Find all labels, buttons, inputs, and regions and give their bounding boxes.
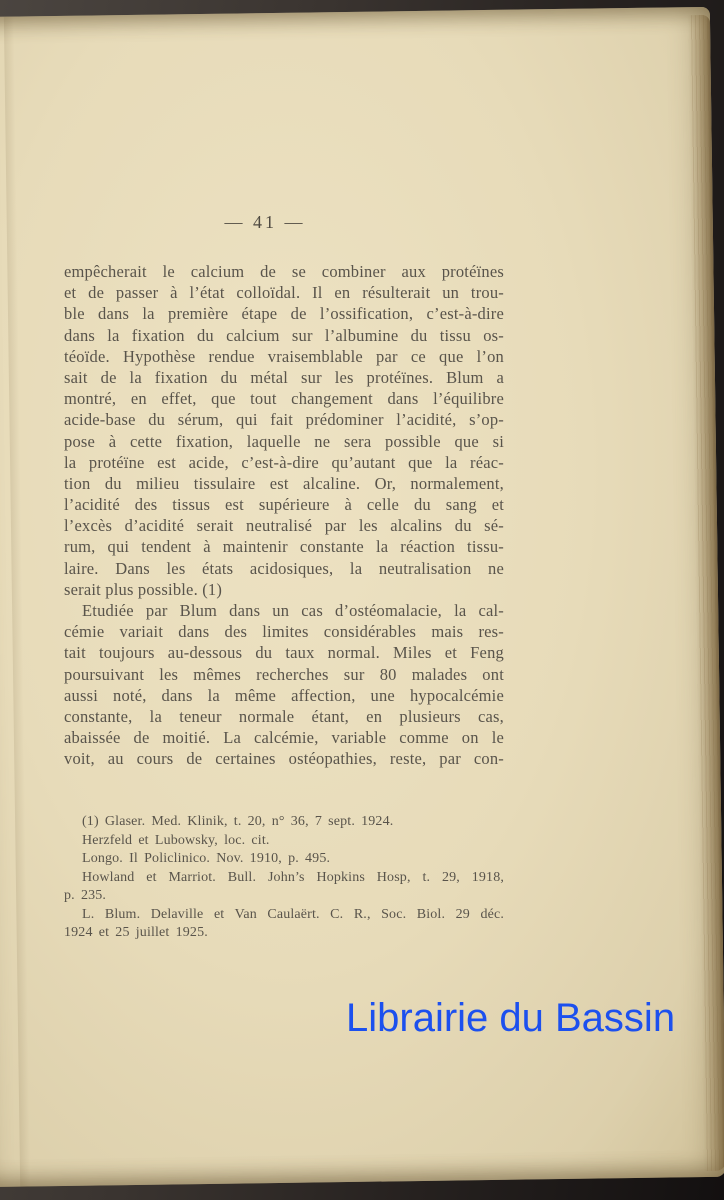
text-line: voit, au cours de certaines ostéopathies, reste, par con- — [64, 749, 504, 769]
text-line: tion du milieu tissulaire est alcaline. Or, normalement, — [64, 473, 504, 493]
text-line: Etudiée par Blum dans un cas d’ostéomalacie, la cal- — [82, 601, 504, 620]
text-line: sait de la fixation du métal sur les protéïnes. Blum a — [64, 367, 504, 387]
text-line: rum, qui tendent à maintenir constante la réaction tissu- — [64, 537, 504, 557]
text-line: dans la fixation du calcium sur l’albumine du tissu os- — [64, 325, 504, 345]
text-line: Longo. Il Policlinico. Nov. 1910, p. 495. — [82, 851, 331, 866]
text-line: abaissée de moitié. La calcémie, variable comme on le — [64, 728, 504, 748]
text-line: constante, la teneur normale étant, en plusieurs cas, — [64, 706, 504, 726]
text-line: empêcherait le calcium de se combiner aux protéïnes — [64, 262, 504, 281]
footnotes — [64, 813, 504, 943]
page-number: — 41 — — [224, 212, 306, 232]
text-line: ble dans la première étape de l’ossification, c’est-à-dire — [64, 304, 504, 324]
text-line: téoïde. Hypothèse rendue vraisemblable par ce que l’on — [64, 346, 504, 366]
text-line: l’excès d’acidité serait neutralisé par les alcalins du sé- — [64, 516, 504, 536]
text-line: pose à cette fixation, laquelle ne sera possible que si — [64, 431, 504, 451]
main-text — [64, 261, 504, 770]
text-line: Howland et Marriot. Bull. John’s Hopkins Hosp, t. 29, 1918, — [82, 869, 504, 885]
text-line: tait toujours au-dessous du taux normal. Miles et Feng — [64, 643, 504, 663]
text-line: 1924 et 25 juillet 1925. — [64, 925, 208, 940]
watermark: Librairie du Bassin — [346, 996, 676, 1040]
text-line: Herzfeld et Lubowsky, loc. cit. — [82, 832, 270, 848]
text-line: et de passer à l’état colloïdal. Il en résulterait un trou- — [64, 283, 504, 303]
text-line: laire. Dans les états acidosiques, la neutralisation ne — [64, 558, 504, 578]
text-line: aussi noté, dans la même affection, une hypocalcémie — [64, 685, 504, 705]
text-line: l’acidité des tissus est supérieure à celle du sang et — [64, 495, 504, 515]
text-line: acide-base du sérum, qui fait prédominer l’acidité, s’op- — [64, 410, 504, 430]
text-line: serait plus possible. (1) — [64, 579, 223, 599]
text-line: poursuivant les mêmes recherches sur 80 malades ont — [64, 664, 504, 684]
text-line: montré, en effet, que tout changement dans l’équilibre — [64, 389, 504, 409]
text-line: p. 235. — [64, 888, 107, 903]
text-line: cémie variait dans des limites considérables mais res- — [64, 622, 504, 642]
text-line: L. Blum. Delaville et Van Caulaërt. C. R., Soc. Biol. 29 déc. — [82, 906, 504, 922]
text-line: la protéïne est acide, c’est-à-dire qu’autant que la réac- — [64, 452, 504, 472]
text-line: (1) Glaser. Med. Klinik, t. 20, n° 36, 7 sept. 1924. — [82, 814, 394, 829]
